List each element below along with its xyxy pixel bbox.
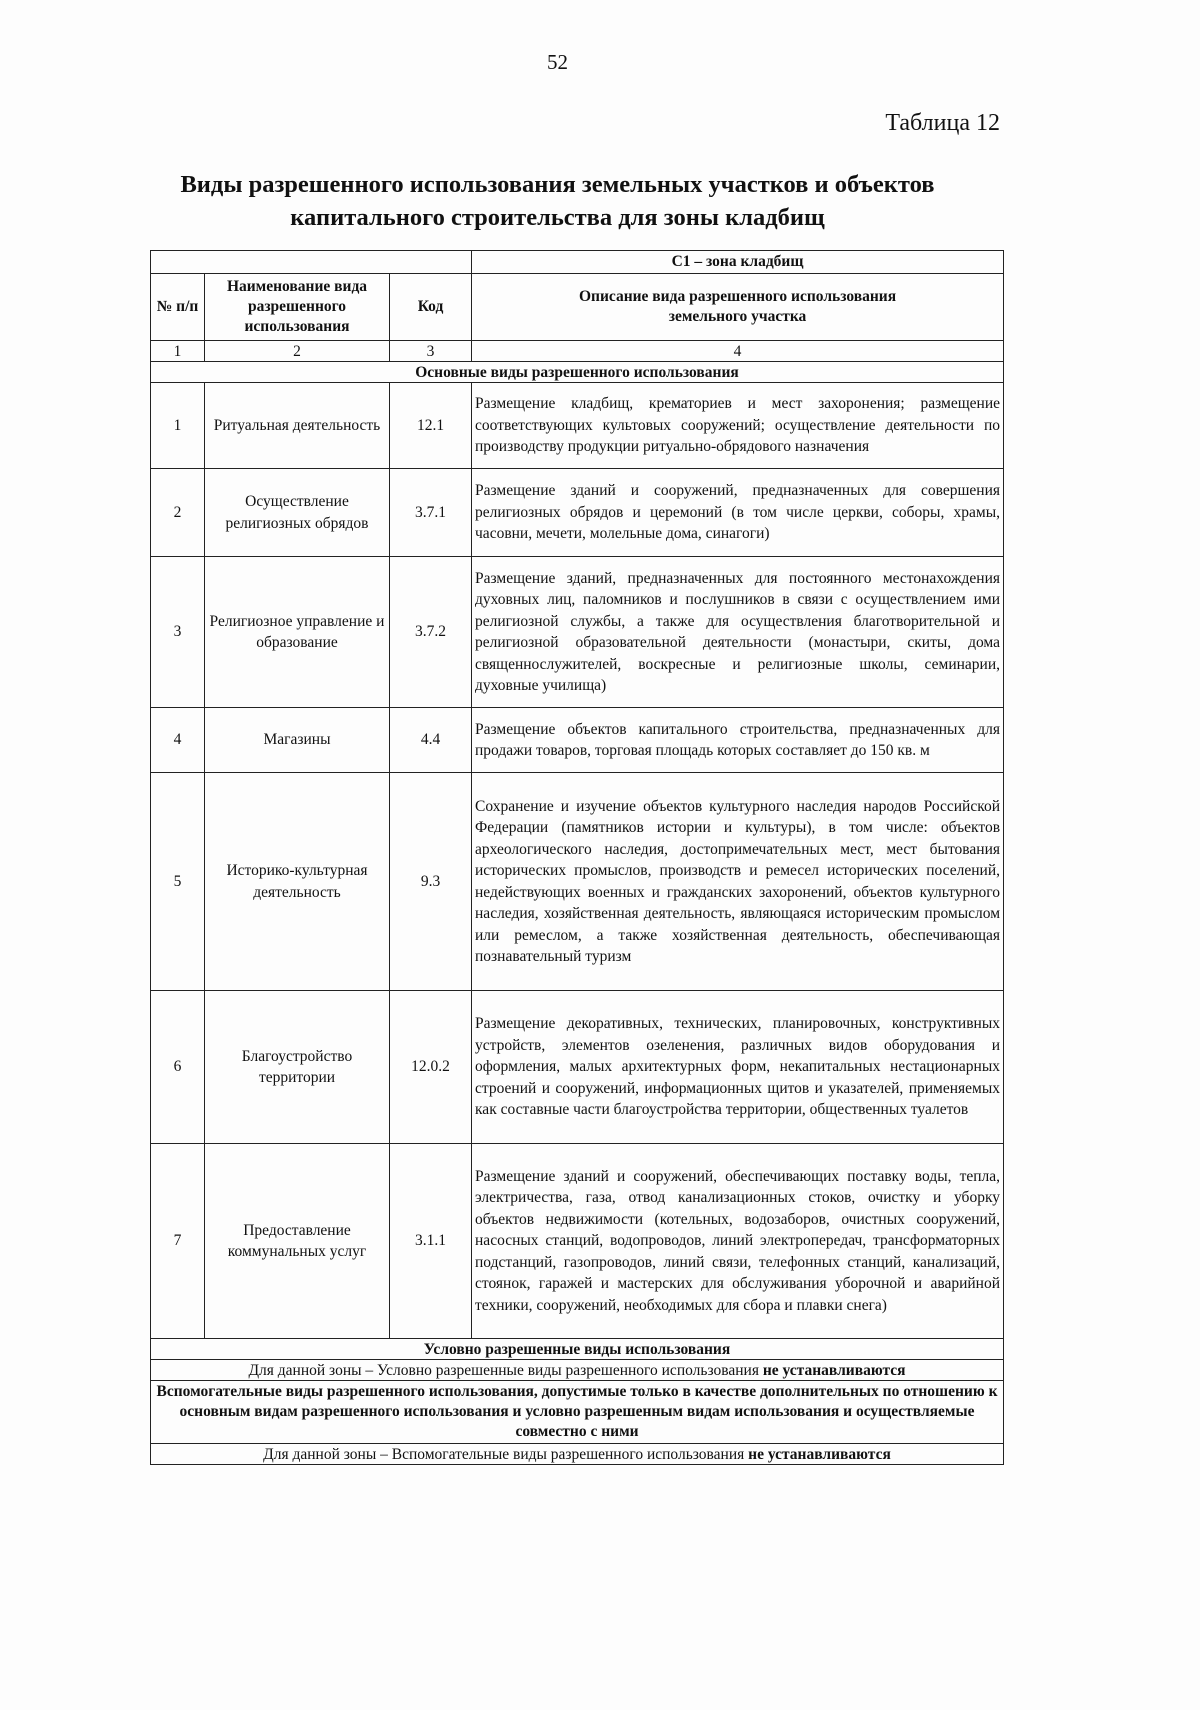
row-name: Религиозное управление и образование <box>205 557 390 708</box>
conditional-note <box>151 1360 1004 1381</box>
document-title <box>0 168 1115 234</box>
title-line-1: Виды разрешенного использования земельных участков и объектов <box>180 171 935 198</box>
row-name: Магазины <box>205 708 390 773</box>
row-name: Осуществление религиозных обрядов <box>205 469 390 557</box>
row-code: 4.4 <box>390 708 472 773</box>
table-row <box>151 383 1004 469</box>
column-number-row <box>151 341 1004 362</box>
conditional-note-emphasis: не устанавливаются <box>762 1361 906 1379</box>
table-label: Таблица 12 <box>885 110 1000 136</box>
auxiliary-note-text: Для данной зоны – Вспомогательные виды разрешенного использования <box>263 1445 749 1463</box>
column-header-num: № п/п <box>151 274 205 341</box>
row-name: Предоставление коммунальных услуг <box>205 1144 390 1339</box>
column-number: 2 <box>205 341 390 362</box>
auxiliary-note <box>151 1444 1004 1465</box>
auxiliary-section-heading: Вспомогательные виды разрешенного использования, допустимые только в качестве дополнительных по отношению к основным видам разрешенного использования и условно разрешенным видам использования и осуществляемые совместно с ними <box>151 1381 1004 1444</box>
auxiliary-note-emphasis: не устанавливаются <box>748 1445 891 1463</box>
row-code: 12.0.2 <box>390 991 472 1144</box>
row-num: 6 <box>151 991 205 1144</box>
row-code: 3.1.1 <box>390 1144 472 1339</box>
column-number: 1 <box>151 341 205 362</box>
table-row <box>151 991 1004 1144</box>
row-num: 7 <box>151 1144 205 1339</box>
column-header-row <box>151 274 1004 341</box>
column-header-name: Наименование вида разрешенного использования <box>205 274 390 341</box>
auxiliary-section-heading-row <box>151 1381 1004 1444</box>
conditional-section-heading-row <box>151 1339 1004 1360</box>
row-code: 12.1 <box>390 383 472 469</box>
page-number: 52 <box>547 50 568 74</box>
row-code: 3.7.2 <box>390 557 472 708</box>
column-header-code: Код <box>390 274 472 341</box>
main-section-heading: Основные виды разрешенного использования <box>151 362 1004 383</box>
row-description: Размещение объектов капитального строительства, предназначенных для продажи товаров, торговая площадь которых составляет до 150 кв. м <box>472 708 1004 773</box>
row-description: Размещение декоративных, технических, планировочных, конструктивных устройств, элементов озеленения, различных видов оборудования и оформления, малых архитектурных форм, некапитальных нестационарных строений и сооружений, информационных щитов и указателей, применяемых как составные части благоустройства территории, общественных туалетов <box>472 991 1004 1144</box>
table-row <box>151 1144 1004 1339</box>
row-description: Размещение зданий, предназначенных для постоянного местонахождения духовных лиц, паломников и послушников в связи с осуществлением ими религиозной службы, а также для осуществления благотворительной и религиозной образовательной деятельности (монастыри, скиты, дома священнослужителей, воскресные и религиозные школы, семинарии, духовные училища) <box>472 557 1004 708</box>
table-row <box>151 557 1004 708</box>
zone-header-spacer <box>151 251 472 274</box>
row-num: 2 <box>151 469 205 557</box>
row-num: 3 <box>151 557 205 708</box>
table-row <box>151 708 1004 773</box>
main-section-row <box>151 362 1004 383</box>
row-description: Размещение зданий и сооружений, обеспечивающих поставку воды, тепла, электричества, газа, отвод канализационных стоков, очистку и уборку объектов недвижимости (котельных, водозаборов, очистных сооружений, насосных станций, водопроводов, линий электропередач, трансформаторных подстанций, газопроводов, линий связи, телефонных станций, канализаций, стоянок, гаражей и мастерских для обслуживания уборочной и аварийной техники, сооружений, необходимых для сбора и плавки снега) <box>472 1144 1004 1339</box>
land-use-table <box>150 250 1004 1465</box>
row-name: Ритуальная деятельность <box>205 383 390 469</box>
row-name: Благоустройство территории <box>205 991 390 1144</box>
row-num: 5 <box>151 773 205 991</box>
zone-header: С1 – зона кладбищ <box>472 251 1004 274</box>
row-num: 4 <box>151 708 205 773</box>
row-description: Размещение зданий и сооружений, предназначенных для совершения религиозных обрядов и церемоний (в том числе церкви, соборы, храмы, часовни, мечети, молельные дома, синагоги) <box>472 469 1004 557</box>
conditional-section-heading: Условно разрешенные виды использования <box>151 1339 1004 1360</box>
conditional-note-row <box>151 1360 1004 1381</box>
row-code: 3.7.1 <box>390 469 472 557</box>
title-line-2: капитального строительства для зоны кладбищ <box>290 204 825 231</box>
row-description: Размещение кладбищ, крематориев и мест захоронения; размещение соответствующих культовых сооружений; осуществление деятельности по производству продукции ритуально-обрядового назначения <box>472 383 1004 469</box>
table-row <box>151 773 1004 991</box>
table-row <box>151 469 1004 557</box>
column-number: 3 <box>390 341 472 362</box>
column-number: 4 <box>472 341 1004 362</box>
conditional-note-text: Для данной зоны – Условно разрешенные виды разрешенного использования <box>248 1361 763 1379</box>
auxiliary-note-row <box>151 1444 1004 1465</box>
row-description: Сохранение и изучение объектов культурного наследия народов Российской Федерации (памятников истории и культуры), в том числе: объектов археологического наследия, достопримечательных мест, мест бытования исторических промыслов, производств и ремесел исторических поселений, недействующих военных и гражданских захоронений, объектов культурного наследия, хозяйственная деятельность, являющаяся историческим промыслом или ремеслом, а также хозяйственная деятельность, обеспечивающая познавательный туризм <box>472 773 1004 991</box>
row-code: 9.3 <box>390 773 472 991</box>
row-name: Историко-культурная деятельность <box>205 773 390 991</box>
row-num: 1 <box>151 383 205 469</box>
column-header-description: Описание вида разрешенного использования земельного участка <box>472 274 1004 341</box>
